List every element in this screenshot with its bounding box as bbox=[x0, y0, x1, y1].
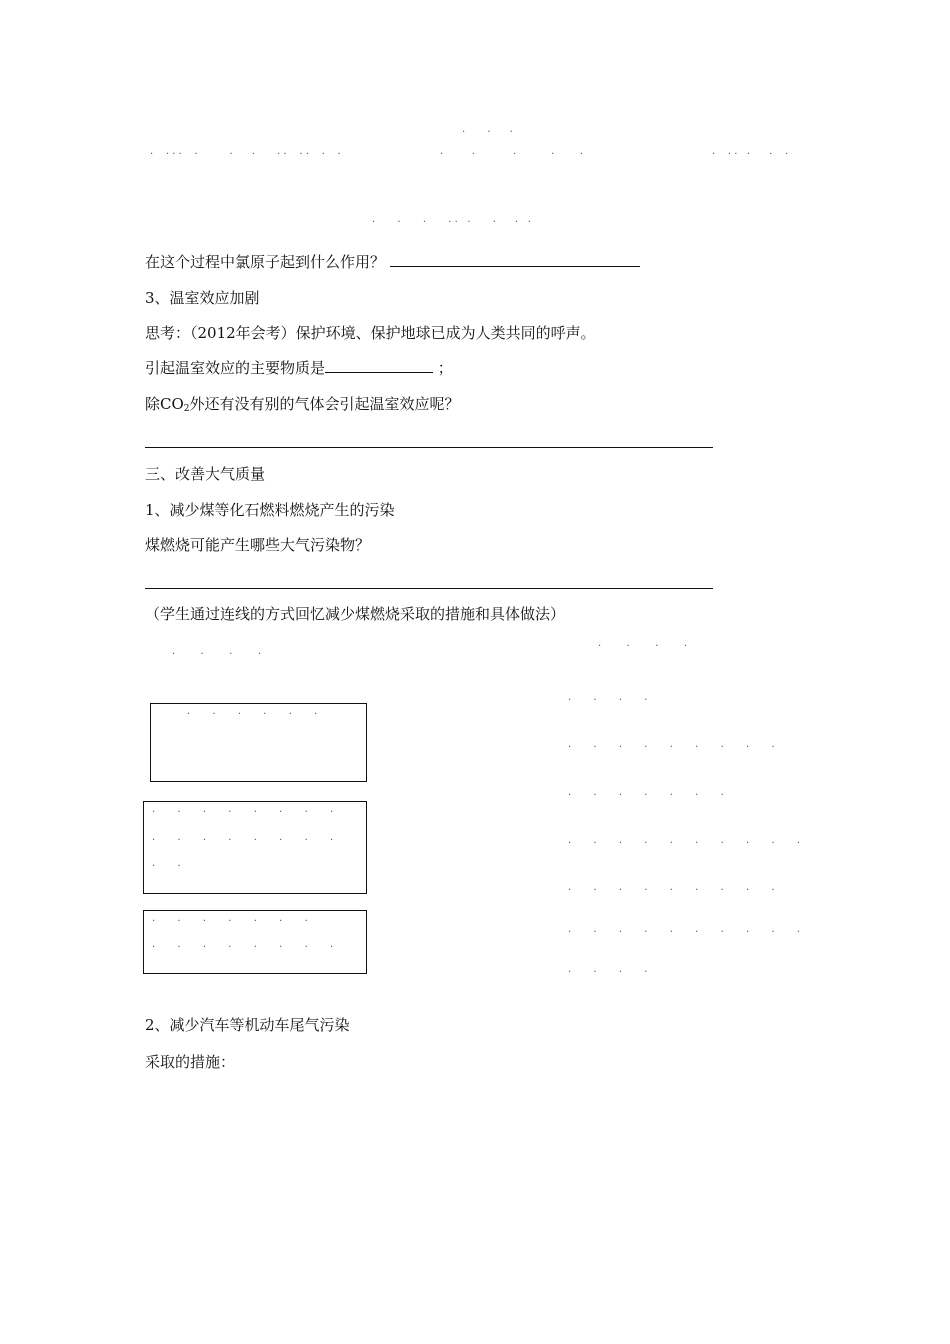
faint-dots-right-6: · · · · · · · · · · bbox=[568, 927, 801, 938]
faint-dots-top-4: · · · · · · bbox=[712, 149, 789, 160]
question-other-gases bbox=[145, 394, 460, 419]
question-main-gas-end: ； bbox=[437, 359, 453, 377]
faint-dots-box-2b: · · · · · · · · bbox=[152, 835, 334, 846]
question-chlorine-text: 在这个过程中氯原子起到什么作用？ bbox=[145, 253, 386, 271]
question-main-greenhouse-gas bbox=[145, 358, 453, 378]
answer-line-other-gases[interactable] bbox=[145, 447, 713, 448]
faint-dots-top-5: · · · · · · · · · bbox=[372, 217, 531, 228]
faint-dots-box-2c: · · bbox=[152, 861, 181, 872]
part-heading-improve-air: 三、改善大气质量 bbox=[145, 465, 266, 483]
co2-suffix: 外还有没有别的气体会引起温室效应呢？ bbox=[189, 395, 460, 413]
faint-dots-right-4: · · · · · · · · · · bbox=[568, 838, 801, 849]
faint-dots-right-7: · · · · bbox=[568, 967, 648, 978]
answer-blank-chlorine[interactable] bbox=[390, 252, 640, 267]
co2-subscript: 2 bbox=[183, 404, 190, 414]
item-reduce-fossil-fuel: 1、减少煤等化石燃料燃烧产生的污染 bbox=[145, 501, 395, 519]
measure-box-2[interactable] bbox=[143, 801, 367, 894]
co2-prefix: 除CO bbox=[145, 395, 184, 413]
faint-dots-left-header: · · · · bbox=[172, 649, 262, 660]
measures-label: 采取的措施： bbox=[145, 1053, 236, 1071]
faint-dots-box-1: · · · · · · bbox=[187, 709, 318, 720]
faint-dots-box-2a: · · · · · · · · bbox=[152, 807, 334, 818]
question-chlorine-role bbox=[145, 252, 640, 272]
question-coal-pollutants: 煤燃烧可能产生哪些大气污染物？ bbox=[145, 536, 371, 554]
faint-dots-top-1: · · · bbox=[462, 127, 513, 138]
hint-matching-exercise: （学生通过连线的方式回忆减少煤燃烧采取的措施和具体做法） bbox=[145, 605, 566, 623]
think-prompt: 思考：（2012年会考）保护环境、保护地球已成为人类共同的呼声。 bbox=[145, 324, 596, 342]
measure-box-1[interactable] bbox=[150, 703, 367, 782]
answer-line-coal-pollutants[interactable] bbox=[145, 588, 713, 589]
faint-dots-box-3a: · · · · · · · bbox=[152, 916, 308, 927]
faint-dots-top-2: · · · · · · · · · · · · · bbox=[150, 149, 341, 160]
faint-dots-top-3: · · · · · bbox=[440, 149, 584, 160]
item-reduce-vehicle-exhaust: 2、减少汽车等机动车尾气污染 bbox=[145, 1016, 350, 1034]
section-heading-greenhouse: 3、温室效应加剧 bbox=[145, 289, 260, 307]
faint-dots-right-5: · · · · · · · · · bbox=[568, 885, 775, 896]
faint-dots-right-header: · · · · bbox=[598, 641, 688, 652]
faint-dots-right-3: · · · · · · · bbox=[568, 790, 724, 801]
faint-dots-box-3b: · · · · · · · · bbox=[152, 942, 334, 953]
question-main-gas-text: 引起温室效应的主要物质是 bbox=[145, 359, 326, 377]
measure-box-3[interactable] bbox=[143, 910, 367, 974]
faint-dots-right-1: · · · · bbox=[568, 695, 648, 706]
faint-dots-right-2: · · · · · · · · · bbox=[568, 742, 775, 753]
answer-blank-main-gas[interactable] bbox=[325, 358, 433, 373]
